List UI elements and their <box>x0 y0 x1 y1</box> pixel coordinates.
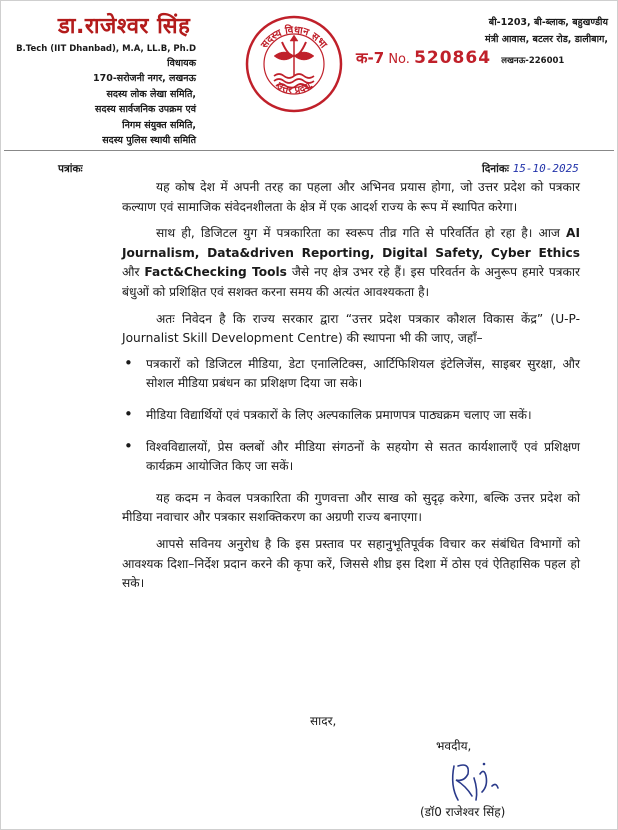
dinank-label: दिनांकः <box>482 163 510 175</box>
serial-number-line <box>356 48 564 68</box>
date-line <box>482 162 579 176</box>
paragraph-5: आपसे सविनय अनुरोध है कि इस प्रस्ताव पर सहानुभूतिपूर्वक विचार कर संबंधित विभागों को आवश्यक दिशा–निर्देश प्रदान करने की कृपा करें, जिससे शीघ्र इस दिशा में ठोस एवं ऐतिहासिक पहल हो सके। <box>122 536 580 591</box>
designation-line: सदस्य सार्वजनिक उपक्रम एवं <box>95 104 196 116</box>
paragraph-2-and: और <box>122 265 140 280</box>
paragraph-1: यह कोष देश में अपनी तरह का पहला और अभिनव प्रयास होगा, जो उत्तर प्रदेश को पत्रकार कल्याण एवं सामाजिक संवेदनशीलता के क्षेत्र में एक आदर्श राज्य के रूप में स्थापित करेगा। <box>122 180 580 214</box>
designation-line: विधायक <box>167 58 196 69</box>
letterhead-designations <box>6 56 196 148</box>
letter-body <box>122 178 580 594</box>
handwritten-date: 15-10-2025 <box>512 162 579 175</box>
designation-line: सदस्य पुलिस स्थायी समिति <box>102 135 196 147</box>
signature-icon <box>444 756 514 804</box>
letterhead-name: डा.राजेश्वर सिंह <box>58 14 191 39</box>
paragraph-2-text: साथ ही, डिजिटल युग में पत्रकारिता का स्वरूप तीव्र गति से परिवर्तित हो रहा है। आज <box>156 226 560 241</box>
tech-terms-2: Fact&Checking Tools <box>144 265 287 280</box>
list-item: • पत्रकारों को डिजिटल मीडिया, डेटा एनालिटिक्स, आर्टिफिशियल इंटेलिजेंस, साइबर सुरक्षा, और सोशल मीडिया प्रबंधन का प्रशिक्षण दिया जा सके। <box>146 355 580 394</box>
serial-label: No. <box>388 52 410 67</box>
designation-line: 170-सरोजनी नगर, लखनऊ <box>93 73 196 85</box>
closing-saadar: सादर, <box>310 714 337 728</box>
serial-prefix: क-7 <box>356 49 385 67</box>
header-divider <box>4 150 614 151</box>
designation-line: सदस्य लोक लेखा समिति, <box>106 88 196 100</box>
assembly-emblem-icon <box>244 14 344 114</box>
designation-line: निगम संयुक्त समिति, <box>122 119 196 131</box>
paragraph-2 <box>122 224 580 302</box>
list-item: • विश्वविद्यालयों, प्रेस क्लबों और मीडिया संगठनों के सहयोग से सतत कार्यशालाएँ एवं प्रशिक्षण कार्यक्रम आयोजित किए जा सकें। <box>146 438 580 477</box>
address-line: बी-1203, बी-ब्लाक, बहुखण्डीय <box>488 17 608 28</box>
bullet-list <box>122 355 580 477</box>
closing-bhavdiy: भवदीय, <box>436 739 472 753</box>
address-city: लखनऊ-226001 <box>501 56 565 66</box>
emblem-top-text: सदस्य विधान सभा <box>259 24 329 51</box>
letterhead-address <box>418 14 608 48</box>
address-line: मंत्री आवास, बटलर रोड, डालीबाग, <box>485 34 608 45</box>
patrank-label: पत्रांकः <box>58 163 83 175</box>
emblem-bottom-text: उत्तर प्रदेश <box>274 80 314 97</box>
tech-terms: AI Journalism, Data&driven Reporting, Digital Safety, Cyber Ethics <box>122 226 580 260</box>
list-item: • मीडिया विद्यार्थियों एवं पत्रकारों के लिए अल्पकालिक प्रमाणपत्र पाठ्यक्रम चलाए जा सकें। <box>146 406 580 426</box>
signatory-name: (डॉ0 राजेश्वर सिंह) <box>420 805 506 819</box>
serial-number: 520864 <box>414 48 492 68</box>
paragraph-2-rest: जैसे नए क्षेत्र उभर रहे हैं। इस परिवर्तन के अनुरूप हमारे पत्रकार बंधुओं को प्रशिक्षित एवं सशक्त करना समय की अत्यंत आवश्यकता है। <box>122 265 580 299</box>
letterhead-qualifications: B.Tech (IIT Dhanbad), M.A, LL.B, Ph.D <box>16 44 196 54</box>
paragraph-3: अतः निवेदन है कि राज्य सरकार द्वारा “उत्तर प्रदेश पत्रकार कौशल विकास केंद्र” (U-P- Journalist Skill Development Centre) की स्थापना भी की जाए, जहाँ– <box>122 311 580 346</box>
paragraph-4: यह कदम न केवल पत्रकारिता की गुणवत्ता और साख को सुदृढ़ करेगा, बल्कि उत्तर प्रदेश को मीडिया नवाचार और पत्रकार सशक्तिकरण का अग्रणी राज्य बनाएगा। <box>122 490 580 525</box>
